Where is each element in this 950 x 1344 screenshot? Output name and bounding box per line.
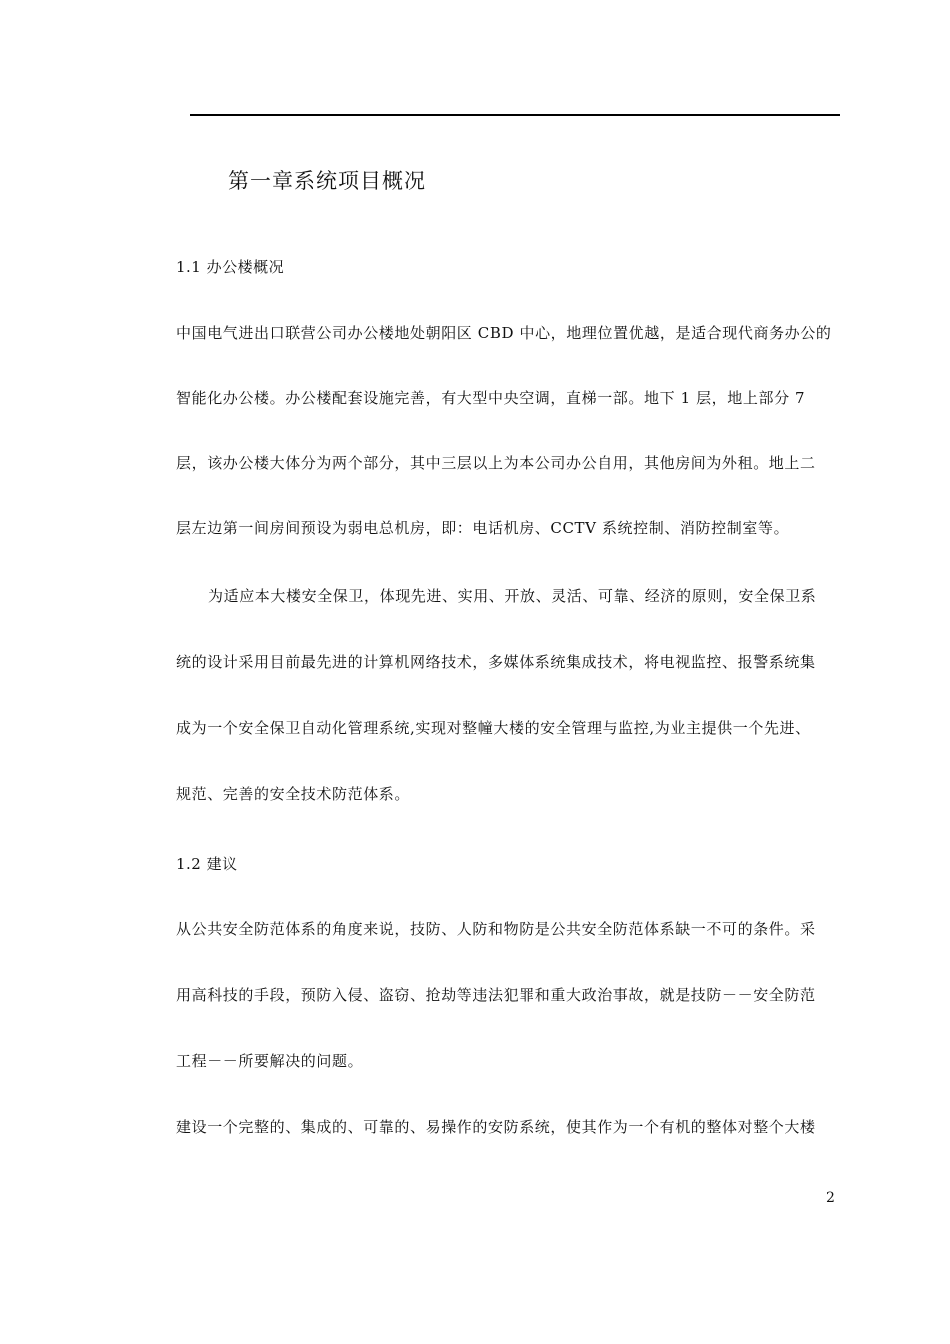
text-line: 为适应本大楼安全保卫，体现先进、实用、开放、灵活、可靠、经济的原则，安全保卫系 (208, 587, 817, 605)
page-number: 2 (826, 1190, 835, 1206)
text-line: 层左边第一间房间预设为弱电总机房，即：电话机房、CCTV 系统控制、消防控制室等。 (176, 519, 790, 537)
text-line: 从公共安全防范体系的角度来说，技防、人防和物防是公共安全防范体系缺一不可的条件。采 (176, 920, 816, 938)
text-line: 中国电气进出口联营公司办公楼地处朝阳区 CBD 中心，地理位置优越，是适合现代商务办公的 (176, 324, 832, 342)
text-line: 成为一个安全保卫自动化管理系统,实现对整幢大楼的安全管理与监控,为业主提供一个先进、 (176, 719, 811, 737)
section-heading-1-2: 1.2 建议 (176, 855, 238, 873)
section-heading-1-1: 1.1 办公楼概况 (176, 258, 285, 276)
text-line: 用高科技的手段，预防入侵、盗窃、抢劫等违法犯罪和重大政治事故，就是技防－－安全防范 (176, 986, 816, 1004)
header-rule (190, 114, 840, 116)
text-line: 建设一个完整的、集成的、可靠的、易操作的安防系统，使其作为一个有机的整体对整个大楼 (176, 1118, 816, 1136)
text-line: 统的设计采用目前最先进的计算机网络技术，多媒体系统集成技术，将电视监控、报警系统集 (176, 653, 816, 671)
text-line: 层，该办公楼大体分为两个部分，其中三层以上为本公司办公自用，其他房间为外租。地上二 (176, 454, 816, 472)
text-line: 智能化办公楼。办公楼配套设施完善，有大型中央空调，直梯一部。地下 1 层，地上部分 7 (176, 389, 806, 407)
chapter-title: 第一章系统项目概况 (228, 169, 426, 193)
text-line: 工程－－所要解决的问题。 (176, 1052, 364, 1070)
text-line: 规范、完善的安全技术防范体系。 (176, 785, 411, 803)
